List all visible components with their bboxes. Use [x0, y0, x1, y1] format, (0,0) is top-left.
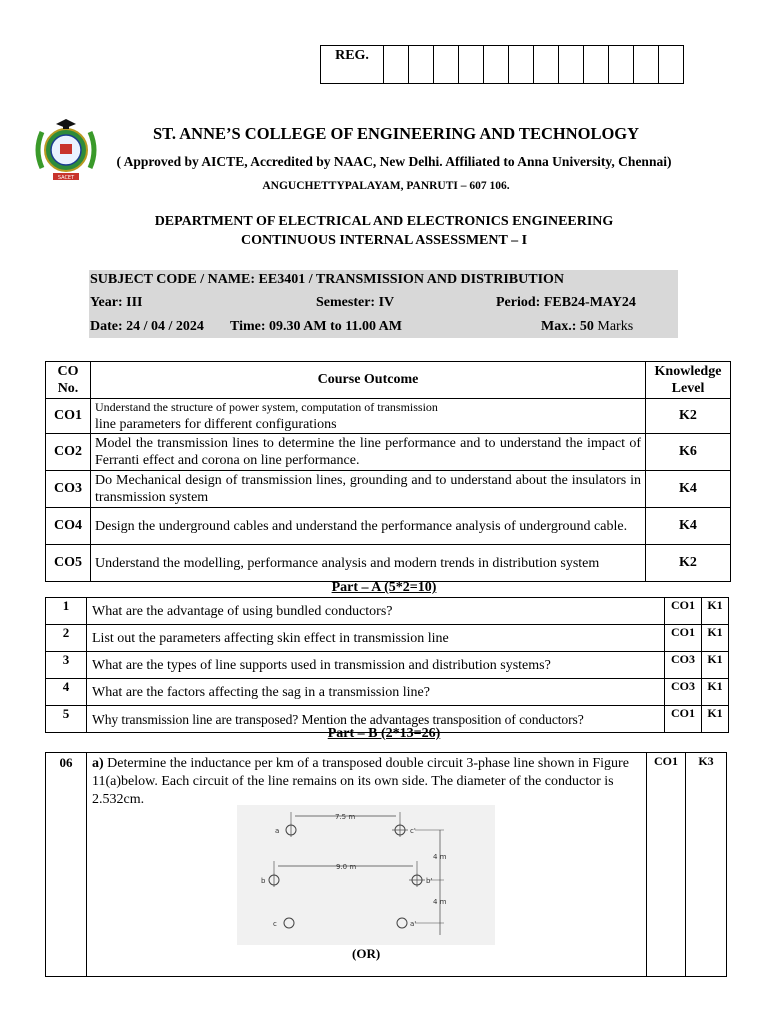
or-separator: (OR) — [352, 946, 381, 961]
reg-digit-box[interactable] — [609, 46, 634, 84]
period-field: Period: FEB24-MAY24 — [496, 295, 636, 310]
co-no-header: CO No. — [46, 362, 91, 399]
co-number: CO4 — [46, 508, 91, 545]
conductor-label: c' — [410, 827, 416, 835]
question-co: CO1 — [665, 706, 702, 733]
question-text: List out the parameters affecting skin effect in transmission line — [87, 625, 665, 652]
dimension-label: 7.5 m — [335, 813, 356, 821]
department-title: DEPARTMENT OF ELECTRICAL AND ELECTRONICS ENGINEERING — [154, 214, 614, 229]
co-number: CO5 — [46, 545, 91, 582]
exam-title: CONTINUOUS INTERNAL ASSESSMENT – I — [240, 233, 528, 248]
reg-number-box — [320, 45, 684, 84]
reg-digit-box[interactable] — [384, 46, 409, 84]
question-k-level: K1 — [702, 598, 729, 625]
question-k-level: K1 — [702, 679, 729, 706]
approval-line: ( Approved by AICTE, Accredited by NAAC, New Delhi. Affiliated to Anna University, Chennai) — [116, 154, 672, 169]
question-k-level: K1 — [702, 625, 729, 652]
question-co: CO1 — [647, 753, 686, 977]
reg-digit-box[interactable] — [634, 46, 659, 84]
course-outcome-table — [45, 361, 731, 582]
reg-digit-box[interactable] — [559, 46, 584, 84]
part-a-title: Part – A (5*2=10) — [331, 580, 437, 595]
co-description-line2: line parameters for different configurations — [95, 417, 337, 432]
reg-digit-box[interactable] — [459, 46, 484, 84]
question-number: 2 — [46, 625, 87, 652]
question-k-level: K1 — [702, 706, 729, 733]
question-body: Determine the inductance per km of a transposed double circuit 3-phase line shown in Figure 11(a)below. Each circuit of the line remains on its own side. The diameter of the conductor is 2.532cm. — [92, 756, 629, 807]
question-number: 06 — [46, 753, 87, 977]
course-outcome-header: Course Outcome — [91, 362, 646, 399]
conductor-arrangement-figure — [237, 805, 495, 945]
subject-line: SUBJECT CODE / NAME: EE3401 / TRANSMISSION AND DISTRIBUTION — [90, 272, 565, 287]
question-number: 4 — [46, 679, 87, 706]
question-number: 5 — [46, 706, 87, 733]
reg-digit-box[interactable] — [484, 46, 509, 84]
max-marks-field — [541, 319, 633, 335]
dimension-label: 4 m — [433, 898, 447, 906]
co-description: Model the transmission lines to determine the line performance and to understand the impact of Ferranti effect and corona on line performance. — [91, 434, 646, 471]
question-text: Why transmission line are transposed? Mention the advantages transposition of conductors? — [87, 706, 665, 733]
question-k-level: K1 — [702, 652, 729, 679]
co-row — [46, 434, 731, 471]
time-field: Time: 09.30 AM to 11.00 AM — [230, 319, 403, 334]
conductor-label: c — [273, 920, 277, 928]
question-co: CO3 — [665, 679, 702, 706]
dimension-label: 9.0 m — [336, 863, 357, 871]
question-row — [46, 625, 729, 652]
co-level: K2 — [646, 399, 731, 434]
question-row — [46, 679, 729, 706]
part-b-title: Part – B (2*13=26) — [327, 726, 441, 741]
conductor-label: b — [261, 877, 266, 885]
logo-text: SACET — [57, 175, 75, 181]
question-row — [46, 598, 729, 625]
question-co: CO3 — [665, 652, 702, 679]
question-k-level: K3 — [686, 753, 727, 977]
reg-digit-box[interactable] — [534, 46, 559, 84]
college-name: ST. ANNE’S COLLEGE OF ENGINEERING AND TECHNOLOGY — [152, 124, 640, 143]
co-level: K6 — [646, 434, 731, 471]
co-level: K4 — [646, 508, 731, 545]
question-number: 3 — [46, 652, 87, 679]
co-description-line1: Understand the structure of power system, computation of transmission — [95, 400, 438, 414]
co-row — [46, 508, 731, 545]
conductor-label: a — [275, 827, 280, 835]
reg-digit-box[interactable] — [584, 46, 609, 84]
co-description: Design the underground cables and understand the performance analysis of underground cable. — [91, 508, 646, 545]
max-marks-label: Max.: 50 — [541, 319, 594, 334]
part-a-table — [45, 597, 729, 733]
semester-field: Semester: IV — [316, 295, 395, 310]
reg-digit-box[interactable] — [509, 46, 534, 84]
question-text: What are the factors affecting the sag in a transmission line? — [87, 679, 665, 706]
co-number: CO3 — [46, 471, 91, 508]
dimension-label: 4 m — [433, 853, 447, 861]
co-number: CO2 — [46, 434, 91, 471]
co-row — [46, 545, 731, 582]
conductor-label: a' — [410, 920, 417, 928]
date-field: Date: 24 / 04 / 2024 — [90, 319, 204, 334]
co-description: Understand the modelling, performance analysis and modern trends in distribution system — [91, 545, 646, 582]
reg-digit-box[interactable] — [659, 46, 684, 84]
question-sub-label: a) — [92, 756, 104, 771]
question-number: 1 — [46, 598, 87, 625]
question-text: What are the advantage of using bundled conductors? — [87, 598, 665, 625]
knowledge-level-header: Knowledge Level — [646, 362, 731, 399]
question-co: CO1 — [665, 625, 702, 652]
co-row — [46, 471, 731, 508]
exam-info-block — [89, 270, 678, 338]
question-co: CO1 — [665, 598, 702, 625]
co-row — [46, 399, 731, 434]
co-description: Do Mechanical design of transmission lines, grounding and to understand about the insulators in transmission system — [91, 471, 646, 508]
address-line: ANGUCHETTYPALAYAM, PANRUTI – 607 106. — [262, 180, 510, 192]
question-text: What are the types of line supports used in transmission and distribution systems? — [87, 652, 665, 679]
co-number: CO1 — [46, 399, 91, 434]
reg-label: REG. — [321, 46, 384, 84]
co-level: K2 — [646, 545, 731, 582]
reg-digit-box[interactable] — [434, 46, 459, 84]
question-row — [46, 652, 729, 679]
conductor-label: b' — [426, 877, 433, 885]
co-level: K4 — [646, 471, 731, 508]
max-marks-unit: Marks — [597, 319, 634, 334]
co-description — [91, 399, 646, 434]
year-field: Year: III — [90, 295, 143, 310]
reg-digit-box[interactable] — [409, 46, 434, 84]
